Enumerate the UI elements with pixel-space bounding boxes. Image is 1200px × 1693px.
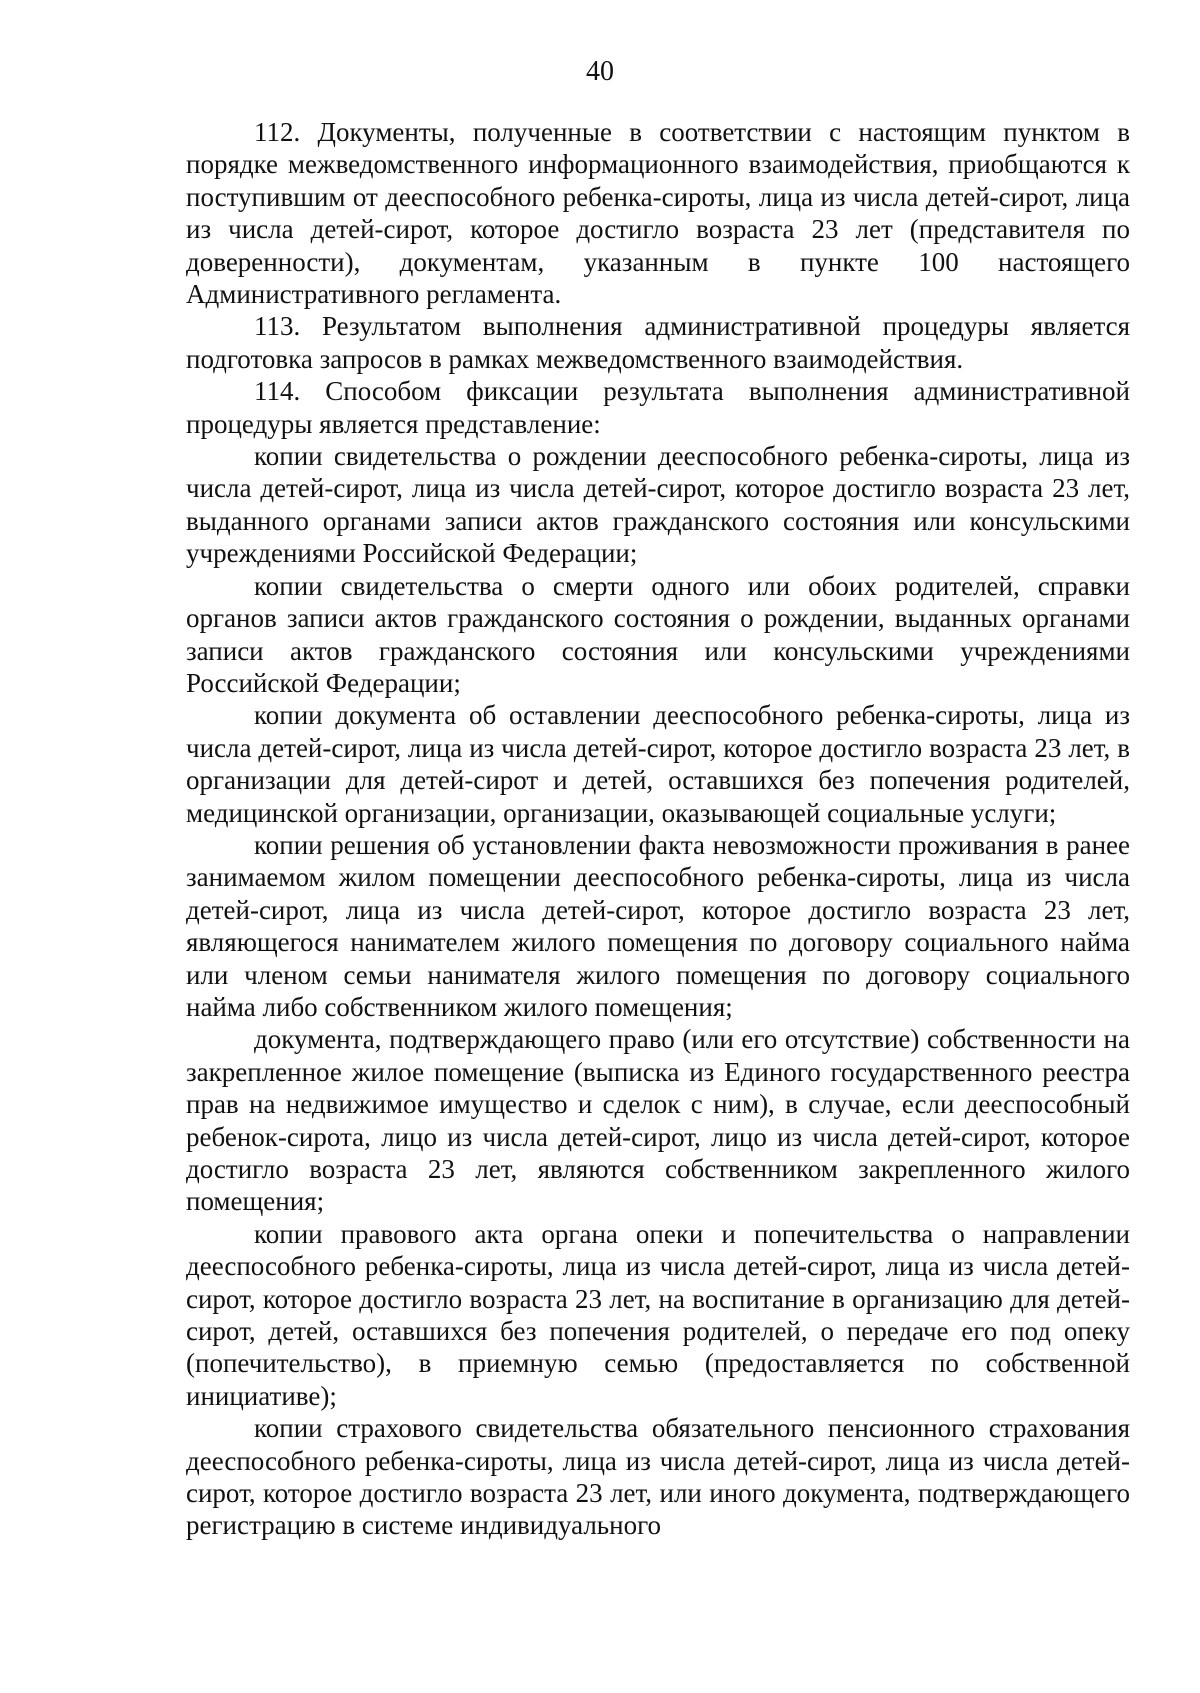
- paragraph-112: 112. Документы, полученные в соответствии с настоящим пунктом в порядке межведомственного информационного взаимодействия, приобщаются к поступившим от дееспособного ребенка-сироты, лица из числа детей-сирот, лица из числа детей-сирот, которое достигло возраста 23 лет (представителя по доверенности), документам, указанным в пункте 100 настоящего Административного регламента.: [186, 117, 1130, 310]
- list-item-birth-certificate: копии свидетельства о рождении дееспособного ребенка-сироты, лица из числа детей-сирот, лица из числа детей-сирот, которое достигло возраста 23 лет, выданного органами записи актов гражданского состояния или консульскими учреждениями Российской Федерации;: [186, 441, 1130, 569]
- paragraph-114: 114. Способом фиксации результата выполнения административной процедуры является представление:: [186, 376, 1130, 439]
- list-item-ownership-document: документа, подтверждающего право (или его отсутствие) собственности на закрепленное жилое помещение (выписка из Единого государственного реестра прав на недвижимое имущество и сделок с ним), в случае, если дееспособный ребенок-сирота, лицо из числа детей-сирот, лицо из числа детей-сирот, которое достигло возраста 23 лет, являются собственником закрепленного жилого помещения;: [186, 1024, 1130, 1217]
- page-number: 40: [586, 56, 614, 87]
- list-item-guardianship-act: копии правового акта органа опеки и попечительства о направлении дееспособного ребенка-сироты, лица из числа детей-сирот, лица из числа детей-сирот, которое достигло возраста 23 лет, на воспитание в организацию для детей-сирот, детей, оставшихся без попечения родителей, о передаче его под опеку (попечительство), в приемную семью (предоставляется по собственной инициативе);: [186, 1218, 1130, 1411]
- list-item-housing-decision: копии решения об установлении факта невозможности проживания в ранее занимаемом жилом помещении дееспособного ребенка-сироты, лица из числа детей-сирот, лица из числа детей-сирот, которое достигло возраста 23 лет, являющегося нанимателем жилого помещения по договору социального найма или членом семьи нанимателя жилого помещения по договору социального найма либо собственником жилого помещения;: [186, 829, 1130, 1022]
- document-body: [186, 116, 1130, 1542]
- list-item-death-certificate: копии свидетельства о смерти одного или обоих родителей, справки органов записи актов гражданского состояния о рождении, выданных органами записи актов гражданского состояния или консульскими учреждениями Российской Федерации;: [186, 570, 1130, 698]
- list-item-abandonment-document: копии документа об оставлении дееспособного ребенка-сироты, лица из числа детей-сирот, лица из числа детей-сирот, которое достигло возраста 23 лет, в организации для детей-сирот и детей, оставшихся без попечения родителей, медицинской организации, организации, оказывающей социальные услуги;: [186, 700, 1130, 828]
- list-item-pension-insurance-certificate: копии страхового свидетельства обязательного пенсионного страхования дееспособного ребенка-сироты, лица из числа детей-сирот, лица из числа детей-сирот, которое достигло возраста 23 лет, или иного документа, подтверждающего регистрацию в системе индивидуального: [186, 1413, 1130, 1541]
- paragraph-113: 113. Результатом выполнения административной процедуры является подготовка запросов в рамках межведомственного взаимодействия.: [186, 311, 1130, 374]
